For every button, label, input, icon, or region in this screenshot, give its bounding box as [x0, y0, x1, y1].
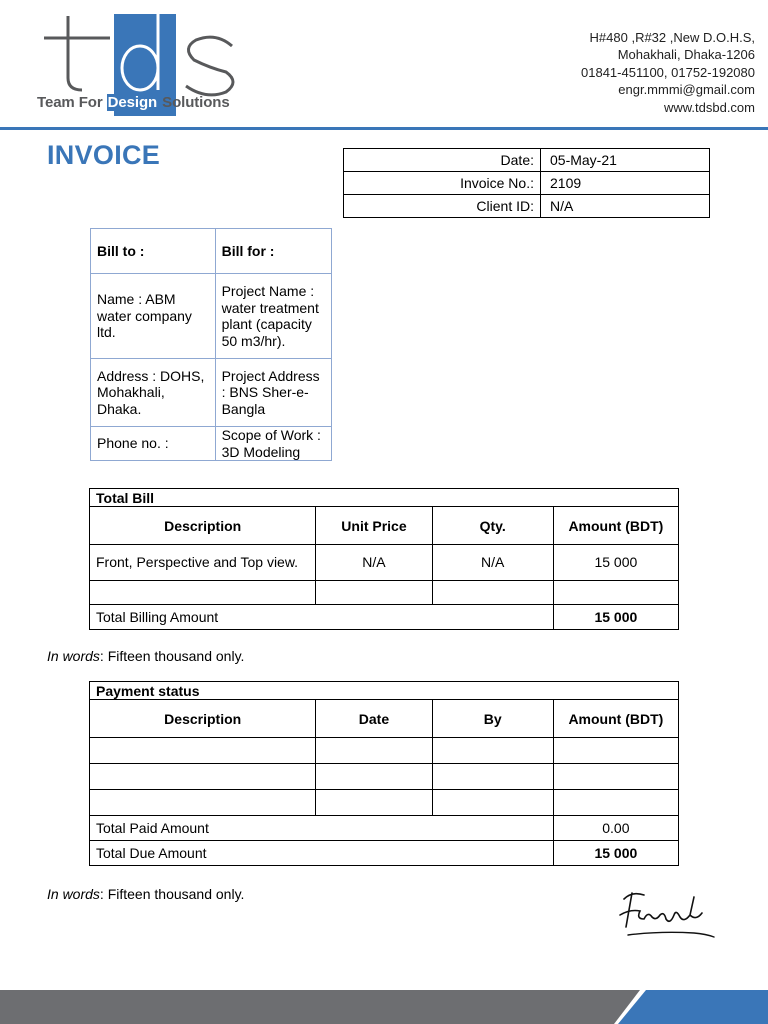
payment-status-table [89, 681, 679, 866]
table-cell [90, 764, 316, 790]
in-words-text: : Fifteen thousand only. [99, 886, 245, 902]
table-cell [432, 764, 553, 790]
table-cell [316, 738, 432, 764]
table-row [90, 764, 679, 790]
table-row [90, 581, 679, 605]
amount-in-words [47, 886, 244, 902]
total-row [90, 841, 679, 866]
in-words-label: In words [47, 648, 100, 664]
bill-row [91, 427, 332, 461]
table-cell [90, 581, 316, 605]
meta-row-date [344, 149, 710, 172]
amount-in-words [47, 648, 244, 664]
column-header: Date [316, 700, 432, 738]
total-due-label: Total Due Amount [90, 841, 554, 866]
column-header: By [432, 700, 553, 738]
bill-for-project-name: Project Name : water treatment plant (capacity 50 m3/hr). [215, 274, 331, 359]
table-cell: Front, Perspective and Top view. [90, 545, 316, 581]
address-line: Mohakhali, Dhaka-1206 [617, 47, 755, 63]
total-due-value: 15 000 [553, 841, 678, 866]
phone-line: 01841-451100, 01752-192080 [581, 64, 755, 80]
address-line: H#480 ,R#32 ,New D.O.H.S, [589, 30, 755, 45]
company-address [581, 29, 755, 116]
table-cell [316, 790, 432, 816]
total-billing-value: 15 000 [553, 605, 678, 630]
website-line[interactable]: www.tdsbd.com [663, 99, 755, 115]
column-header: Amount (BDT) [553, 507, 678, 545]
bill-to-header: Bill to : [91, 229, 216, 274]
table-cell: 15 000 [553, 545, 678, 581]
invoice-meta-table [343, 148, 710, 218]
table-cell [432, 581, 553, 605]
logo-tagline: Team For Design Solutions [37, 94, 230, 111]
bill-to-phone: Phone no. : [91, 427, 216, 461]
table-row [90, 738, 679, 764]
logo-tagline-highlight: Design [107, 94, 158, 111]
table-row [90, 790, 679, 816]
table-cell [432, 790, 553, 816]
column-header: Description [90, 700, 316, 738]
table-header-row [90, 507, 679, 545]
table-caption-row [90, 489, 679, 507]
bill-for-header: Bill for : [215, 229, 331, 274]
bill-row [91, 274, 332, 359]
bill-for-project-address: Project Address : BNS Sher-e-Bangla [215, 359, 331, 427]
table-cell [90, 738, 316, 764]
footer-band [0, 990, 768, 1024]
meta-value: N/A [541, 195, 710, 218]
meta-value: 05-May-21 [541, 149, 710, 172]
table-cell [90, 790, 316, 816]
total-row [90, 605, 679, 630]
meta-label: Client ID: [344, 195, 541, 218]
table-cell: N/A [432, 545, 553, 581]
bill-for-scope: Scope of Work : 3D Modeling [215, 427, 331, 461]
meta-label: Invoice No.: [344, 172, 541, 195]
table-caption-row [90, 682, 679, 700]
in-words-label: In words [47, 886, 100, 902]
table-cell [432, 738, 553, 764]
bill-row [91, 359, 332, 427]
total-bill-caption: Total Bill [90, 489, 679, 507]
total-row [90, 816, 679, 841]
total-paid-value: 0.00 [553, 816, 678, 841]
column-header: Description [90, 507, 316, 545]
meta-row-invoice-no [344, 172, 710, 195]
table-cell: N/A [316, 545, 432, 581]
total-paid-label: Total Paid Amount [90, 816, 554, 841]
email-line[interactable]: engr.mmmi@gmail.com [618, 82, 755, 98]
total-billing-label: Total Billing Amount [90, 605, 554, 630]
bill-header-row [91, 229, 332, 274]
payment-status-caption: Payment status [90, 682, 679, 700]
signature-image [610, 885, 722, 951]
meta-value: 2109 [541, 172, 710, 195]
bill-to-address: Address : DOHS, Mohakhali, Dhaka. [91, 359, 216, 427]
table-cell [553, 790, 678, 816]
in-words-text: : Fifteen thousand only. [99, 648, 245, 664]
column-header: Amount (BDT) [553, 700, 678, 738]
table-row [90, 545, 679, 581]
header-rule [0, 127, 768, 130]
table-cell [553, 738, 678, 764]
invoice-title: INVOICE [47, 140, 161, 170]
column-header: Unit Price [316, 507, 432, 545]
table-header-row [90, 700, 679, 738]
meta-label: Date: [344, 149, 541, 172]
column-header: Qty. [432, 507, 553, 545]
bill-to-name: Name : ABM water company ltd. [91, 274, 216, 359]
meta-row-client-id [344, 195, 710, 218]
total-bill-table [89, 488, 679, 630]
table-cell [316, 581, 432, 605]
table-cell [316, 764, 432, 790]
table-cell [553, 581, 678, 605]
table-cell [553, 764, 678, 790]
bill-table [90, 228, 332, 461]
